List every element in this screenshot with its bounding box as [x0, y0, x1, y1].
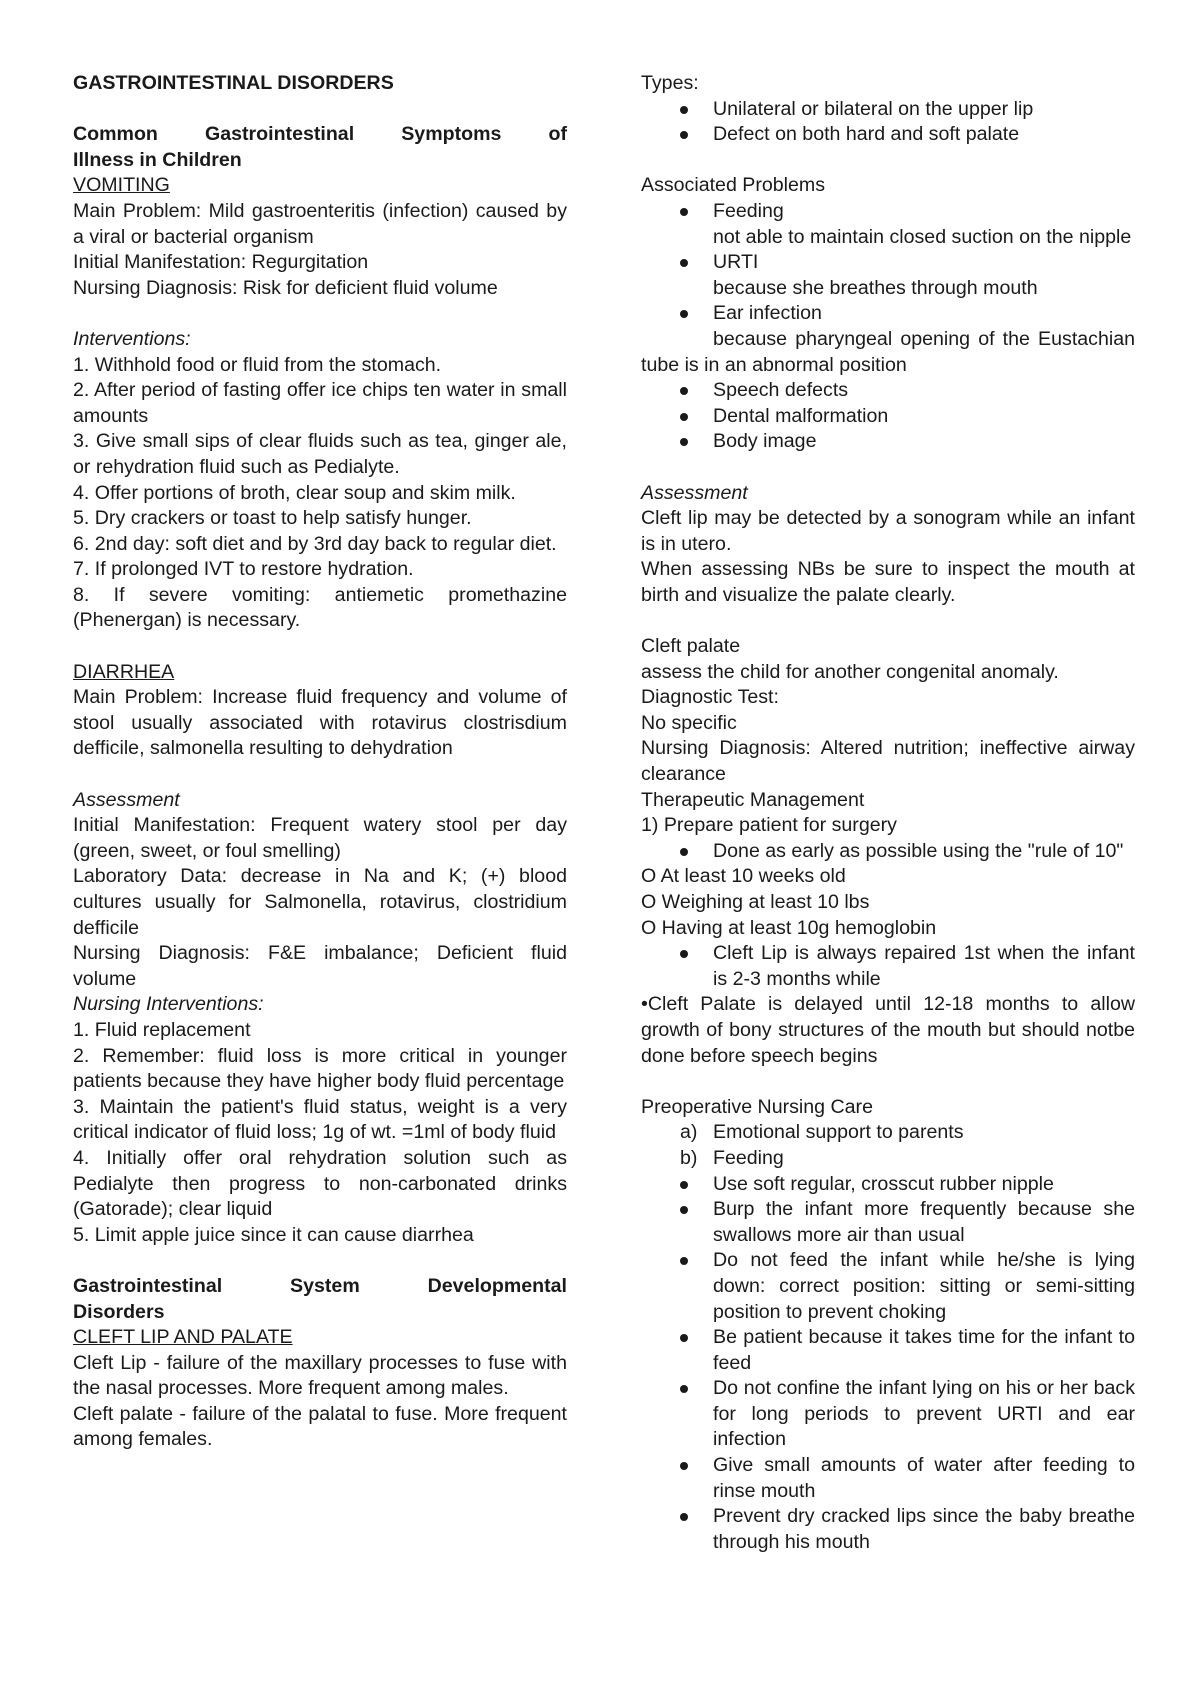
vomiting-main-problem: Main Problem: Mild gastroenteritis (infection) caused by a viral or bacterial organism	[73, 199, 567, 248]
vomiting-nursing-diagnosis: Nursing Diagnosis: Risk for deficient fluid volume	[73, 276, 498, 299]
preoperative-care-label: Preoperative Nursing Care	[641, 1095, 873, 1118]
problem-ear-infection: Ear infection	[641, 301, 1135, 327]
diarrhea-intervention-item: 2. Remember: fluid loss is more critical in younger patients because they have higher body fluid percentage	[73, 1044, 567, 1093]
section-heading-symptoms-line2: Illness in Children	[73, 148, 242, 171]
preop-bullet-item: Do not feed the infant while he/she is lying down: correct position: sitting or semi-sitting position to prevent choking	[641, 1248, 1135, 1325]
diarrhea-initial-manifestation: Initial Manifestation: Frequent watery stool per day (green, sweet, or foul smelling)	[73, 814, 567, 862]
vomiting-intervention-item: 6. 2nd day: soft diet and by 3rd day back to regular diet.	[73, 532, 557, 555]
diarrhea-intervention-item: 5. Limit apple juice since it can cause diarrhea	[73, 1223, 474, 1246]
problem-bullet-item: Speech defects	[641, 378, 1135, 404]
repair-palate-text: •Cleft Palate is delayed until 12-18 months to allow growth of bony structures of the mouth but should notbe done before speech begins	[641, 993, 1135, 1067]
cleft-palate-note: assess the child for another congenital anomaly.	[641, 660, 1059, 683]
diarrhea-intervention-item: 4. Initially offer oral rehydration solution such as Pedialyte then progress to non-carbonated drinks (Gatorade); clear liquid	[73, 1146, 567, 1221]
associated-problems-label: Associated Problems	[641, 174, 826, 197]
preop-bullet-item: Be patient because it takes time for the infant to feed	[641, 1325, 1135, 1376]
problem-feeding: Feeding	[641, 199, 1135, 225]
diarrhea-main-problem: Main Problem: Increase fluid frequency and volume of stool usually associated with rotavirus clostrisdium defficile, salmonella resulting to dehydration	[73, 686, 567, 760]
preop-bullet-item: Use soft regular, crosscut rubber nipple	[641, 1172, 1135, 1198]
preop-bullet-item: Prevent dry cracked lips since the baby breathe through his mouth	[641, 1504, 1135, 1555]
types-bullet-item: Unilateral or bilateral on the upper lip	[641, 97, 1135, 123]
rule-of-10-item: O At least 10 weeks old	[641, 865, 846, 888]
vomiting-intervention-item: 1. Withhold food or fluid from the stomach.	[73, 353, 442, 376]
cleft-palate-label: Cleft palate	[641, 635, 741, 658]
preop-lettered-item: a) Emotional support to parents	[680, 1121, 964, 1144]
problem-bullet-item: Body image	[641, 429, 1135, 455]
types-bullet-item: Defect on both hard and soft palate	[641, 122, 1135, 148]
section-heading-developmental-line2: Disorders	[73, 1300, 165, 1323]
preop-bullet-item: Burp the infant more frequently because she swallows more air than usual	[641, 1197, 1135, 1248]
vomiting-interventions-label: Interventions:	[73, 327, 191, 350]
problem-urti: URTI	[641, 250, 1135, 276]
diarrhea-laboratory-data: Laboratory Data: decrease in Na and K; (+) blood cultures usually for Salmonella, rotavirus, clostridium defficile	[73, 865, 567, 939]
rule-of-10-item: O Having at least 10g hemoglobin	[641, 916, 937, 939]
problem-feeding-note: not able to maintain closed suction on the nipple	[713, 225, 1132, 248]
repair-lip-bullet: Cleft Lip is always repaired 1st when the infant is 2-3 months while	[641, 941, 1135, 992]
cleft-heading: CLEFT LIP AND PALATE	[73, 1326, 293, 1349]
vomiting-intervention-item: 5. Dry crackers or toast to help satisfy hunger.	[73, 507, 472, 530]
rule-of-10-bullet: Done as early as possible using the "rule of 10"	[641, 839, 1135, 865]
cleft-lip-definition: Cleft Lip - failure of the maxillary processes to fuse with the nasal processes. More frequent among males.	[73, 1351, 567, 1400]
preop-bullet-item: Do not confine the infant lying on his or her back for long periods to prevent URTI and ear infection	[641, 1376, 1135, 1453]
section-heading-developmental-line1: Gastrointestinal System Developmental	[73, 1274, 567, 1297]
assessment-text: When assessing NBs be sure to inspect the mouth at birth and visualize the palate clearly.	[641, 558, 1135, 606]
vomiting-intervention-item: 7. If prolonged IVT to restore hydration.	[73, 558, 414, 581]
diagnostic-test-label: Diagnostic Test:	[641, 686, 779, 709]
problem-bullet-item: Dental malformation	[641, 404, 1135, 430]
nursing-diagnosis: Nursing Diagnosis: Altered nutrition; ineffective airway clearance	[641, 737, 1135, 786]
problem-urti-note: because she breathes through mouth	[713, 276, 1038, 299]
diarrhea-assessment-label: Assessment	[73, 788, 180, 811]
diarrhea-interventions-label: Nursing Interventions:	[73, 993, 264, 1016]
therapeutic-management-label: Therapeutic Management	[641, 788, 865, 811]
vomiting-intervention-item: 4. Offer portions of broth, clear soup and skim milk.	[73, 481, 516, 504]
left-column	[73, 71, 567, 1453]
vomiting-intervention-item: 2. After period of fasting offer ice chips ten water in small amounts	[73, 379, 567, 427]
assessment-text: Cleft lip may be detected by a sonogram while an infant is in utero.	[641, 507, 1135, 555]
vomiting-heading: VOMITING	[73, 174, 170, 197]
diagnostic-test-value: No specific	[641, 711, 737, 734]
diarrhea-nursing-diagnosis: Nursing Diagnosis: F&E imbalance; Deficient fluid volume	[73, 942, 567, 990]
preop-bullet-item: Give small amounts of water after feeding to rinse mouth	[641, 1453, 1135, 1504]
problem-ear-infection-note: because pharyngeal opening of the Eustachian tube is in an abnormal position	[641, 327, 1135, 376]
vomiting-initial-manifestation: Initial Manifestation: Regurgitation	[73, 251, 369, 274]
diarrhea-heading: DIARRHEA	[73, 660, 175, 683]
document-title: GASTROINTESTINAL DISORDERS	[73, 72, 394, 94]
rule-of-10-item: O Weighing at least 10 lbs	[641, 891, 870, 913]
assessment-label: Assessment	[641, 481, 748, 504]
diarrhea-intervention-item: 3. Maintain the patient's fluid status, weight is a very critical indicator of fluid loss; 1g of wt. =1ml of body fluid	[73, 1095, 567, 1144]
section-heading-symptoms-line1: Common Gastrointestinal Symptoms of	[73, 123, 567, 146]
vomiting-intervention-item: 3. Give small sips of clear fluids such as tea, ginger ale, or rehydration fluid such as Pedialyte.	[73, 430, 567, 478]
cleft-palate-definition: Cleft palate - failure of the palatal to fuse. More frequent among females.	[73, 1402, 567, 1451]
prepare-surgery: 1) Prepare patient for surgery	[641, 814, 897, 837]
types-label: Types:	[641, 72, 699, 94]
preop-lettered-item: b) Feeding	[680, 1146, 784, 1169]
vomiting-intervention-item: 8. If severe vomiting: antiemetic promethazine (Phenergan) is necessary.	[73, 583, 567, 632]
right-column	[641, 71, 1135, 1555]
diarrhea-intervention-item: 1. Fluid replacement	[73, 1018, 251, 1041]
